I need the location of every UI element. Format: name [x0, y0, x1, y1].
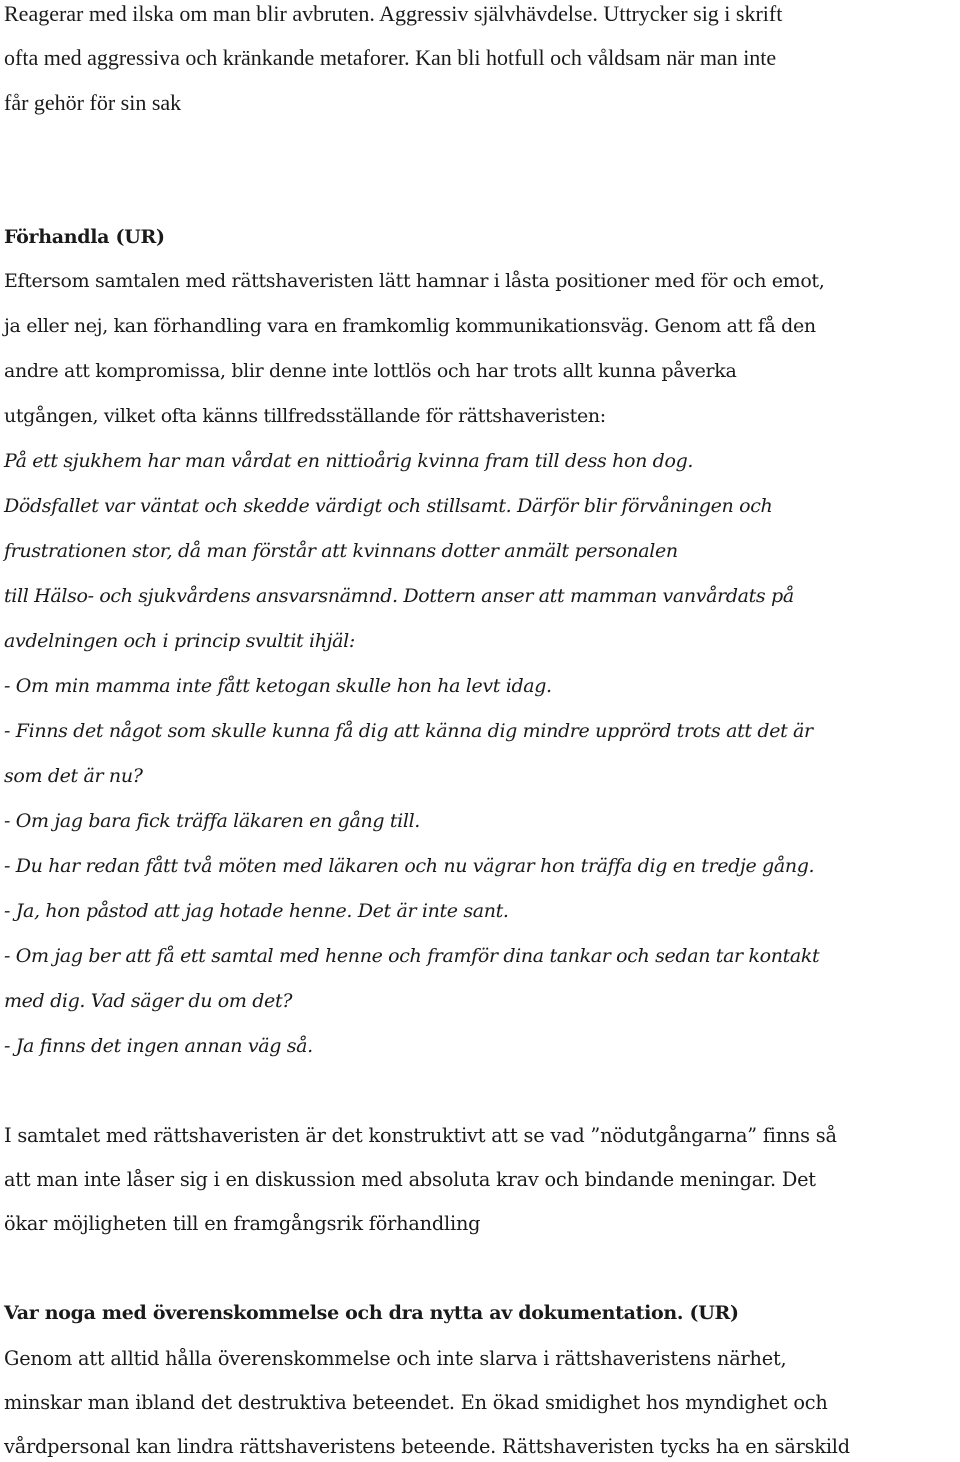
dialogue-line: - Om min mamma inte fått ketogan skulle hon ha levt idag. — [4, 675, 552, 697]
paragraph-line: ja eller nej, kan förhandling vara en framkomlig kommunikationsväg. Genom att få den — [4, 315, 816, 337]
dialogue-line: med dig. Vad säger du om det? — [4, 990, 293, 1012]
example-line: till Hälso- och sjukvårdens ansvarsnämnd. Dottern anser att mamman vanvårdats på — [4, 585, 794, 607]
intro-line-1: Reagerar med ilska om man blir avbruten. Aggressiv självhävdelse. Uttrycker sig i skrift — [4, 1, 783, 26]
dialogue-line: - Ja finns det ingen annan väg så. — [4, 1035, 313, 1057]
paragraph-line: Genom att alltid hålla överenskommelse och inte slarva i rättshaveristens närhet, — [4, 1347, 787, 1370]
dialogue-line: - Finns det något som skulle kunna få dig att känna dig mindre upprörd trots att det är — [4, 720, 813, 742]
dialogue-line: - Om jag ber att få ett samtal med henne och framför dina tankar och sedan tar kontakt — [4, 945, 820, 967]
paragraph-line: andre att kompromissa, blir denne inte lottlös och har trots allt kunna påverka — [4, 360, 737, 382]
example-line: frustrationen stor, då man förstår att kvinnans dotter anmält personalen — [4, 540, 678, 562]
dialogue-line: - Om jag bara fick träffa läkaren en gång till. — [4, 810, 420, 832]
dialogue-line: - Du har redan fått två möten med läkaren och nu vägrar hon träffa dig en tredje gång. — [4, 855, 815, 877]
paragraph-line: I samtalet med rättshaveristen är det konstruktivt att se vad ”nödutgångarna” finns så — [4, 1124, 837, 1147]
example-line: Dödsfallet var väntat och skedde värdigt och stillsamt. Därför blir förvåningen och — [4, 495, 773, 517]
paragraph-line: att man inte låser sig i en diskussion med absoluta krav och bindande meningar. Det — [4, 1168, 816, 1191]
dialogue-line: som det är nu? — [4, 765, 143, 787]
example-line: avdelningen och i princip svultit ihjäl: — [4, 630, 355, 652]
intro-line-2: ofta med aggressiva och kränkande metaforer. Kan bli hotfull och våldsam när man inte — [4, 45, 777, 70]
intro-line-3: får gehör för sin sak — [4, 90, 182, 115]
paragraph-line: Eftersom samtalen med rättshaveristen lätt hamnar i låsta positioner med för och emot, — [4, 270, 825, 292]
dialogue-line: - Ja, hon påstod att jag hotade henne. Det är inte sant. — [4, 900, 509, 922]
paragraph-line: vårdpersonal kan lindra rättshaveristens beteende. Rättshaveristen tycks ha en särskild — [4, 1435, 850, 1458]
paragraph-line: minskar man ibland det destruktiva beteendet. En ökad smidighet hos myndighet och — [4, 1391, 828, 1414]
paragraph-line: utgången, vilket ofta känns tillfredsställande för rättshaveristen: — [4, 405, 606, 427]
paragraph-line: ökar möjligheten till en framgångsrik förhandling — [4, 1212, 481, 1235]
example-line: På ett sjukhem har man vårdat en nittioårig kvinna fram till dess hon dog. — [4, 450, 694, 472]
section-heading-forhandla: Förhandla (UR) — [4, 226, 165, 248]
section-heading-overenskommelse: Var noga med överenskommelse och dra nytta av dokumentation. (UR) — [4, 1302, 739, 1324]
